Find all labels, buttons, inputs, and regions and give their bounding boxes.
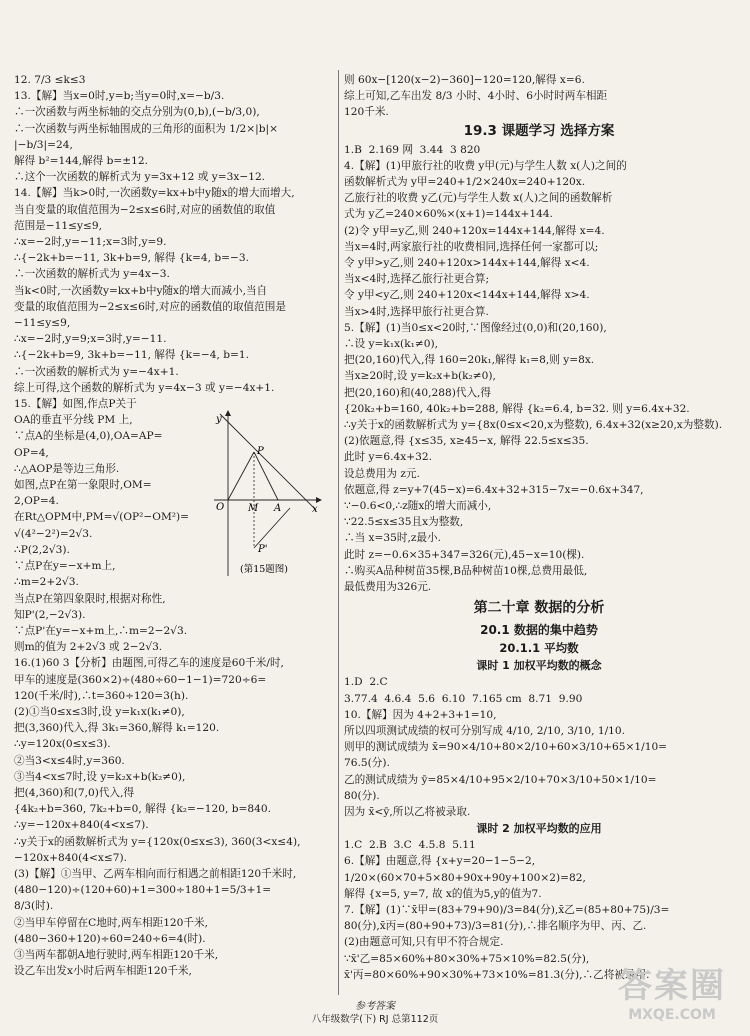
answer-line: 当x>4时,选择甲旅行社更合算.	[344, 305, 489, 318]
label-p-prime: P'	[258, 544, 268, 555]
answer-line: 甲车的速度是(360×2)÷(480÷60−1−1)=720÷6=	[14, 673, 267, 686]
answer-line: 3.77.4 4.6.4 5.6 6.10 7.165 cm 8.71 9.90	[344, 692, 583, 705]
subsection-title: 20.1.1 平均数	[499, 641, 579, 656]
answer-line: 最低费用为326元.	[344, 581, 432, 594]
answer-line: 当x<4时,选择乙旅行社更合算;	[344, 273, 490, 286]
answer-line: ③当4<x≤7时,设 y=k₂x+b(k₂≠0),	[14, 770, 186, 783]
segment-op	[228, 452, 254, 500]
answer-line: ∴一次函数与两坐标轴的交点分别为(0,b),(−b/3,0),	[14, 106, 260, 119]
answer-line: 14.【解】当k>0时,一次函数y=kx+b中y随x的增大而增大,	[14, 187, 295, 200]
answer-line: 综上可知,乙车出发 8/3 小时、4小时、6小时时两车相距	[344, 90, 608, 103]
chapter-title: 第二十章 数据的分析	[473, 600, 605, 617]
lesson2-answers	[344, 837, 734, 983]
answer-line: 设总费用为 z元.	[344, 467, 420, 480]
answer-line: 设乙车出发x小时后两车相距120千米,	[14, 965, 192, 978]
answer-line: 4.【解】(1)甲旅行社的收费 y甲(元)与学生人数 x(人)之间的	[344, 159, 627, 172]
answer-line: (480−120)÷(120+60)+1=300÷180+1=5/3+1=	[14, 884, 272, 897]
answer-line: 当x≥20时,设 y=k₂x+b(k₂≠0),	[344, 370, 496, 383]
answer-line: 把(20,160)和(40,288)代入,得	[344, 386, 492, 399]
answer-line: ②当3<x≤4时,y=360.	[14, 754, 125, 767]
watermark-small: MXQE.COM	[628, 1007, 716, 1023]
label-y: y	[216, 414, 222, 425]
answer-line: ∴一次函数的解析式为 y=−4x+1.	[14, 365, 179, 378]
answer-line: 范围是−11≤y≤9,	[14, 219, 102, 232]
answer-line: (3)【解】①当甲、乙两车相向而行相遇之前相距120千米时,	[14, 867, 297, 880]
answer-line: 乙旅行社的收费 y乙(元)与学生人数 x(人)之间的函数解析	[344, 192, 613, 205]
answer-line: 把(4,360)和(7,0)代入,得	[14, 786, 135, 799]
answer-line: ∴x=−2时,y=−11;x=3时,y=9.	[14, 236, 167, 249]
answer-line: 1.B 2.169 网 3.44 3 820	[344, 143, 481, 156]
answer-line: 1.D 2.C	[344, 676, 388, 689]
answer-line: −11≤y≤9,	[14, 317, 71, 330]
answer-line: {20k₂+b=160, 40k₂+b=288, 解得 {k₂=6.4, b=32. 则 y=6.4x+32.	[344, 402, 690, 415]
answer-line: 解得 {x=5, y=7, 故 x的值为5,y的值为7.	[344, 887, 542, 900]
answer-line: 则 60x−[120(x−2)−360]−120=120,解得 x=6.	[344, 74, 585, 86]
column-divider	[338, 70, 339, 995]
y-axis-arrow	[225, 410, 231, 416]
answer-line: ∴x=−2时,y=9;x=3时,y=−11.	[14, 333, 167, 346]
answer-line: ∴购买A品种树苗35棵,B品种树苗10棵,总费用最低,	[344, 564, 588, 577]
answer-line: 当x=4时,两家旅行社的收费相同,选择任何一家都可以;	[344, 240, 599, 253]
answer-line: ∵点P在y=−x+m上,	[14, 560, 116, 573]
answer-line: 13.【解】当x=0时,y=b;当y=0时,x=−b/3.	[14, 90, 225, 103]
answer-line: 2,OP=4.	[14, 495, 59, 508]
answer-line: (2)由题意可知,只有甲不符合规定.	[344, 936, 504, 949]
answer-line: 当自变量的取值范围为−2≤x≤6时,对应的函数值的取值	[14, 203, 276, 216]
answer-line: 16.(1)60 3【分析】由题图,可得乙车的速度是60千米/时,	[14, 657, 284, 670]
lesson1-answers	[344, 674, 734, 820]
answer-line: 12. 7/3 ≤k≤3	[14, 74, 86, 86]
answer-line: ∵x̄'乙=85×60%+80×30%+75×10%=82.5(分),	[344, 952, 590, 965]
answer-line: ∵22.5≤x≤35且x为整数,	[344, 516, 464, 529]
answer-line: 把(20,160)代入,得 160=20k₁,解得 k₁=8,则 y=8x.	[344, 354, 595, 367]
segment-pa	[254, 452, 278, 500]
answer-line: ∴y关于x的函数解析式为 y={120x(0≤x≤3), 360(3<x≤4), −120x+840(4<x≤7).	[14, 835, 304, 864]
answer-line: ∴△AOP是等边三角形.	[14, 462, 120, 475]
answer-line: (480−360+120)÷60=240÷6=4(时).	[14, 932, 206, 945]
answer-line: 知P'(2,−2√3).	[14, 608, 86, 621]
answer-line: 令 y甲<y乙,则 240+120x<144x+144,解得 x>4.	[344, 289, 590, 302]
answer-line: ∴{−2k+b=9, 3k+b=−11, 解得 {k=−4, b=1.	[14, 349, 250, 362]
answer-line: 120(千米/时),∴t=360÷120=3(h).	[14, 689, 189, 702]
answer-line: 依题意,得 z=y+7(45−x)=6.4x+32+315−7x=−0.6x+347,	[344, 483, 644, 496]
answer-line: ③当两车都朝A地行驶时,两车相距120千米,	[14, 948, 219, 961]
answer-line: ∵点A的坐标是(4,0),OA=AP=	[14, 430, 163, 443]
x-axis-arrow	[316, 497, 322, 503]
answer-line: ∵−0.6<0,∴z随x的增大而减小,	[344, 500, 492, 513]
section-title: 20.1 数据的集中趋势	[480, 623, 598, 638]
footer-bottom: 八年级数学(下) RJ 总第112页	[311, 1014, 439, 1025]
figure-caption: (第15题图)	[240, 564, 289, 575]
watermark-big: 答案圈	[618, 966, 726, 1006]
answer-line: 因为 x̄<ȳ,所以乙将被录取.	[344, 805, 471, 818]
answer-line: 所以四项测试成绩的权可分别写成 4/10, 2/10, 3/10, 1/10.	[344, 724, 626, 737]
answer-line: 120千米.	[344, 106, 389, 119]
answer-line: OP=4,	[14, 446, 49, 459]
answer-line: √(4²−2²)=2√3.	[14, 527, 93, 540]
answer-line: |−b/3|=24,	[14, 138, 73, 151]
answer-line: 8/3(时).	[14, 900, 54, 913]
answer-line: 10.【解】因为 4+2+3+1=10,	[344, 708, 497, 721]
right-column-mid	[344, 142, 734, 596]
answer-line: 如图,点P在第一象限时,OM=	[14, 479, 152, 492]
answer-line: ∴y关于x的函数解析式为 y={8x(0≤x<20,x为整数), 6.4x+32(x≥20,x为整数).	[344, 419, 723, 432]
answer-line: ②当甲车停留在C地时,两车相距120千米,	[14, 916, 208, 929]
answer-line: ∴y=−120x+840(4<x≤7).	[14, 819, 149, 832]
answer-line: ∴{−2k+b=−11, 3k+b=9, 解得 {k=4, b=−3.	[14, 252, 250, 265]
answer-line: 15.【解】如图,作点P关于	[14, 398, 137, 411]
answer-line: 则甲的测试成绩为 x̄=90×4/10+80×2/10+60×3/10+65×1/10=	[344, 741, 668, 754]
answer-line: 把(3,360)代入,得 3k₁=360,解得 k₁=120.	[14, 722, 220, 735]
label-a: A	[274, 503, 282, 514]
answer-line: 7.【解】(1)∵x̄甲=(83+79+90)/3=84(分),x̄乙=(85+80+75)/3=	[344, 903, 670, 916]
answer-line: ∴一次函数的解析式为 y=4x−3.	[14, 268, 170, 281]
lesson1-title: 课时 1 加权平均数的概念	[476, 659, 602, 673]
label-x: x	[312, 504, 318, 515]
answer-line: 此时 z=−0.6×35+347=326(元),45−x=10(棵).	[344, 548, 585, 561]
answer-line: ∴当 x=35时,z最小.	[344, 532, 441, 545]
footer-top: 参考答案	[355, 1001, 395, 1012]
answer-line: 函数解析式为 y甲=240+1/2×240x=240+120x.	[344, 176, 586, 189]
answer-line: ∵点P'在y=−x+m上,∴m=2−2√3.	[14, 624, 188, 637]
answer-line: ∴P(2,2√3).	[14, 543, 70, 556]
watermark-logo	[602, 966, 742, 1030]
line-through-p-prime	[254, 508, 290, 548]
answer-line: 6.【解】由题意,得 {x+y=20−1−5−2, 1/20×(60×70+5×80+90x+90y+100×2)=82,	[344, 855, 586, 884]
answer-line: OA的垂直平分线 PM 上,	[14, 414, 133, 427]
answer-line: ∴一次函数与两坐标轴围成的三角形的面积为 1/2×|b|×	[14, 122, 278, 135]
right-column-top	[344, 72, 734, 121]
answer-line: 在Rt△OPM中,PM=√(OP²−OM²)=	[14, 511, 190, 524]
answer-line: 令 y甲>y乙,则 240+120x>144x+144,解得 x<4.	[344, 257, 590, 270]
answer-line: 此时 y=6.4x+32.	[344, 451, 432, 464]
figure-15	[212, 408, 322, 578]
heading-19-3: 19.3 课题学习 选择方案	[463, 122, 615, 139]
answer-line: ∴m=2+2√3.	[14, 576, 79, 589]
answer-line: 解得 b²=144,解得 b=±12.	[14, 155, 148, 168]
answer-line: ∴y=120x(0≤x≤3).	[14, 738, 111, 751]
right-column	[344, 72, 734, 983]
answer-line: (2)令 y甲=y乙,则 240+120x=144x+144,解得 x=4.	[344, 224, 605, 237]
answer-line: 5.【解】(1)当0≤x<20时,∵图像经过(0,0)和(20,160),	[344, 321, 607, 334]
answer-line: 76.5(分).	[344, 757, 390, 770]
answer-line: 当k<0时,一次函数y=kx+b中y随x的增大而减小,当自	[14, 284, 268, 297]
answer-line: 80(分),x̄丙=(80+90+73)/3=81(分),∴排名顺序为甲、丙、乙.	[344, 920, 647, 933]
answer-line: x̄'丙=80×60%+90×30%+73×10%=81.3(分),∴乙将被录用.	[344, 968, 650, 981]
label-o: O	[216, 502, 225, 513]
answer-line: 综上可得,这个函数的解析式为 y=4x−3 或 y=−4x+1.	[14, 381, 275, 394]
answer-line: 80(分).	[344, 789, 380, 802]
answer-line: 当点P在第四象限时,根据对称性,	[14, 592, 166, 605]
line-y-neg-x-plus-m-upper	[220, 414, 316, 510]
answer-line: {4k₂+b=360, 7k₂+b=0, 解得 {k₂=−120, b=840.	[14, 803, 271, 816]
answer-line: (2)依题意,得 {x≤35, x≥45−x, 解得 22.5≤x≤35.	[344, 435, 589, 448]
answer-line: ∴设 y=k₁x(k₁≠0),	[344, 338, 438, 351]
answer-line: ∴这个一次函数的解析式为 y=3x+12 或 y=3x−12.	[14, 171, 266, 184]
answer-line: 1.C 2.B 3.C 4.5.8 5.11	[344, 839, 476, 852]
answer-line: 变量的取值范围为−2≤x≤6时,对应的函数值的取值范围是	[14, 300, 286, 313]
lesson2-title: 课时 2 加权平均数的应用	[476, 822, 602, 836]
label-m: M	[248, 503, 259, 514]
answer-line: 则m的值为 2+2√3 或 2−2√3.	[14, 641, 163, 654]
answer-line: 式为 y乙=240×60%×(x+1)=144x+144.	[344, 208, 553, 221]
answer-line: 乙的测试成绩为 ȳ=85×4/10+95×2/10+70×3/10+50×1/10=	[344, 773, 657, 786]
answer-line: (2)①当0≤x≤3时,设 y=k₁x(k₁≠0),	[14, 705, 185, 718]
label-p: P	[257, 446, 264, 457]
